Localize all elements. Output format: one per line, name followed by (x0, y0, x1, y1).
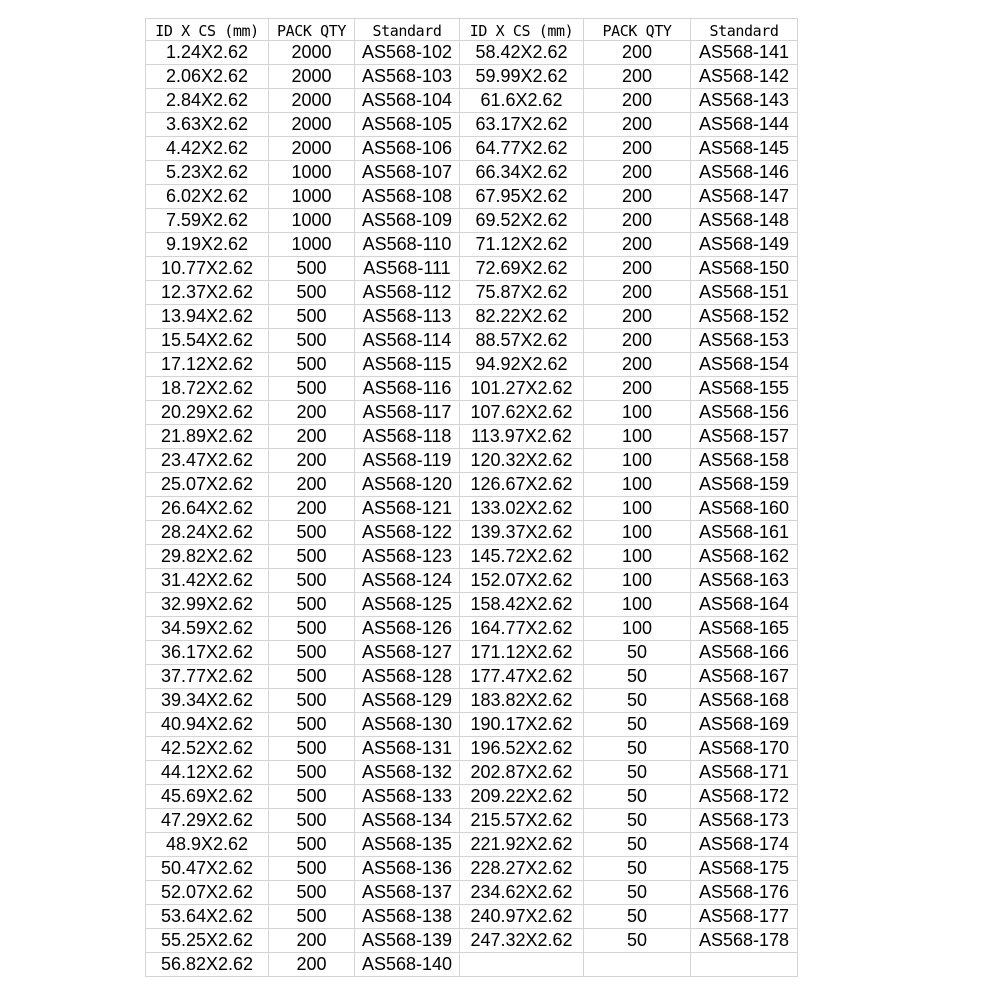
cell-standard-right: AS568-145 (691, 137, 798, 161)
cell-id-cs-left: 12.37X2.62 (146, 281, 269, 305)
cell-pack-qty-right: 50 (584, 905, 691, 929)
cell-standard-right: AS568-160 (691, 497, 798, 521)
cell-standard-left: AS568-133 (355, 785, 460, 809)
table-row (146, 185, 798, 209)
cell-standard-right: AS568-173 (691, 809, 798, 833)
cell-standard-right: AS568-151 (691, 281, 798, 305)
cell-standard-left: AS568-115 (355, 353, 460, 377)
cell-pack-qty-left: 200 (269, 497, 355, 521)
cell-standard-left: AS568-107 (355, 161, 460, 185)
cell-standard-left: AS568-130 (355, 713, 460, 737)
cell-id-cs-left: 3.63X2.62 (146, 113, 269, 137)
table-row (146, 353, 798, 377)
cell-standard-left: AS568-140 (355, 953, 460, 977)
cell-pack-qty-left: 1000 (269, 185, 355, 209)
table-row (146, 329, 798, 353)
cell-standard-left: AS568-118 (355, 425, 460, 449)
cell-pack-qty-left: 2000 (269, 89, 355, 113)
table-row (146, 713, 798, 737)
cell-pack-qty-right: 50 (584, 737, 691, 761)
table-row (146, 737, 798, 761)
table-row (146, 41, 798, 65)
cell-standard-right: AS568-178 (691, 929, 798, 953)
cell-id-cs-right: 88.57X2.62 (460, 329, 584, 353)
cell-id-cs-right: 75.87X2.62 (460, 281, 584, 305)
cell-standard-left: AS568-112 (355, 281, 460, 305)
cell-id-cs-left: 4.42X2.62 (146, 137, 269, 161)
cell-id-cs-left: 15.54X2.62 (146, 329, 269, 353)
cell-standard-left: AS568-110 (355, 233, 460, 257)
cell-standard-right: AS568-168 (691, 689, 798, 713)
cell-pack-qty-right: 50 (584, 785, 691, 809)
cell-id-cs-left: 53.64X2.62 (146, 905, 269, 929)
cell-id-cs-left: 10.77X2.62 (146, 257, 269, 281)
cell-standard-right: AS568-141 (691, 41, 798, 65)
cell-pack-qty-left: 200 (269, 401, 355, 425)
cell-id-cs-right: 61.6X2.62 (460, 89, 584, 113)
cell-pack-qty-left: 1000 (269, 233, 355, 257)
table-row (146, 833, 798, 857)
cell-pack-qty-right: 50 (584, 689, 691, 713)
cell-id-cs-left: 20.29X2.62 (146, 401, 269, 425)
table-row (146, 521, 798, 545)
cell-standard-right: AS568-143 (691, 89, 798, 113)
cell-pack-qty-right: 200 (584, 113, 691, 137)
cell-id-cs-left: 48.9X2.62 (146, 833, 269, 857)
cell-id-cs-right: 126.67X2.62 (460, 473, 584, 497)
header-standard-left: Standard (355, 19, 460, 41)
cell-pack-qty-left: 500 (269, 641, 355, 665)
cell-id-cs-left: 40.94X2.62 (146, 713, 269, 737)
cell-standard-left: AS568-119 (355, 449, 460, 473)
cell-standard-left: AS568-137 (355, 881, 460, 905)
cell-id-cs-left: 29.82X2.62 (146, 545, 269, 569)
cell-standard-right: AS568-169 (691, 713, 798, 737)
cell-pack-qty-left: 500 (269, 857, 355, 881)
cell-id-cs-right: 82.22X2.62 (460, 305, 584, 329)
cell-standard-left: AS568-136 (355, 857, 460, 881)
cell-pack-qty-right: 200 (584, 233, 691, 257)
cell-standard-left: AS568-105 (355, 113, 460, 137)
cell-pack-qty-right: 50 (584, 665, 691, 689)
cell-id-cs-right: 158.42X2.62 (460, 593, 584, 617)
cell-id-cs-left: 31.42X2.62 (146, 569, 269, 593)
cell-pack-qty-right: 100 (584, 401, 691, 425)
cell-pack-qty-right: 100 (584, 545, 691, 569)
cell-pack-qty-left: 200 (269, 425, 355, 449)
cell-id-cs-right: 63.17X2.62 (460, 113, 584, 137)
cell-id-cs-right: 64.77X2.62 (460, 137, 584, 161)
header-pack-qty-left: PACK QTY (269, 19, 355, 41)
cell-id-cs-left: 56.82X2.62 (146, 953, 269, 977)
cell-standard-right: AS568-174 (691, 833, 798, 857)
cell-pack-qty-right: 100 (584, 569, 691, 593)
table-row (146, 881, 798, 905)
cell-pack-qty-right: 200 (584, 257, 691, 281)
cell-pack-qty-right: 50 (584, 881, 691, 905)
cell-standard-right: AS568-175 (691, 857, 798, 881)
table-row (146, 89, 798, 113)
cell-standard-left: AS568-132 (355, 761, 460, 785)
cell-id-cs-left: 50.47X2.62 (146, 857, 269, 881)
cell-id-cs-right: 66.34X2.62 (460, 161, 584, 185)
cell-id-cs-right: 69.52X2.62 (460, 209, 584, 233)
cell-pack-qty-right: 200 (584, 41, 691, 65)
table-row (146, 617, 798, 641)
cell-standard-left: AS568-131 (355, 737, 460, 761)
cell-pack-qty-right: 200 (584, 281, 691, 305)
cell-id-cs-right: 247.32X2.62 (460, 929, 584, 953)
table-row (146, 953, 798, 977)
table-row (146, 569, 798, 593)
cell-id-cs-right: 71.12X2.62 (460, 233, 584, 257)
cell-pack-qty-left: 500 (269, 377, 355, 401)
cell-id-cs-right: 190.17X2.62 (460, 713, 584, 737)
cell-standard-left: AS568-123 (355, 545, 460, 569)
cell-standard-right: AS568-163 (691, 569, 798, 593)
cell-standard-right: AS568-146 (691, 161, 798, 185)
table-row (146, 449, 798, 473)
cell-id-cs-right: 67.95X2.62 (460, 185, 584, 209)
header-pack-qty-right: PACK QTY (584, 19, 691, 41)
table-row (146, 65, 798, 89)
cell-pack-qty-left: 500 (269, 833, 355, 857)
cell-pack-qty-left: 2000 (269, 41, 355, 65)
cell-id-cs-left: 1.24X2.62 (146, 41, 269, 65)
cell-id-cs-right: 171.12X2.62 (460, 641, 584, 665)
cell-standard-left: AS568-111 (355, 257, 460, 281)
cell-pack-qty-left: 500 (269, 881, 355, 905)
cell-id-cs-left: 32.99X2.62 (146, 593, 269, 617)
cell-pack-qty-right: 50 (584, 929, 691, 953)
cell-pack-qty-left: 200 (269, 929, 355, 953)
cell-standard-left: AS568-125 (355, 593, 460, 617)
cell-standard-right: AS568-164 (691, 593, 798, 617)
cell-standard-right: AS568-171 (691, 761, 798, 785)
cell-id-cs-right: 72.69X2.62 (460, 257, 584, 281)
cell-id-cs-left: 7.59X2.62 (146, 209, 269, 233)
cell-pack-qty-left: 500 (269, 665, 355, 689)
cell-pack-qty-left: 500 (269, 305, 355, 329)
cell-pack-qty-left: 500 (269, 257, 355, 281)
header-id-cs-right: ID X CS (mm) (460, 19, 584, 41)
cell-pack-qty-left: 500 (269, 593, 355, 617)
cell-pack-qty-right: 100 (584, 593, 691, 617)
cell-pack-qty-right: 50 (584, 761, 691, 785)
cell-standard-right: AS568-172 (691, 785, 798, 809)
table-row (146, 905, 798, 929)
cell-id-cs-right: 196.52X2.62 (460, 737, 584, 761)
cell-id-cs-left: 55.25X2.62 (146, 929, 269, 953)
cell-pack-qty-left: 2000 (269, 65, 355, 89)
header-row (146, 19, 798, 41)
cell-standard-left: AS568-113 (355, 305, 460, 329)
table-row (146, 161, 798, 185)
cell-standard-right: AS568-153 (691, 329, 798, 353)
cell-pack-qty-right: 50 (584, 809, 691, 833)
cell-standard-right: AS568-161 (691, 521, 798, 545)
cell-standard-right: AS568-154 (691, 353, 798, 377)
table-row (146, 281, 798, 305)
table-row (146, 857, 798, 881)
cell-id-cs-right: 94.92X2.62 (460, 353, 584, 377)
cell-id-cs-left: 28.24X2.62 (146, 521, 269, 545)
cell-id-cs-right: 133.02X2.62 (460, 497, 584, 521)
cell-pack-qty-left: 500 (269, 761, 355, 785)
cell-standard-left: AS568-127 (355, 641, 460, 665)
table-row (146, 401, 798, 425)
cell-standard-right: AS568-162 (691, 545, 798, 569)
cell-pack-qty-left: 500 (269, 809, 355, 833)
cell-id-cs-right: 209.22X2.62 (460, 785, 584, 809)
cell-id-cs-right: 139.37X2.62 (460, 521, 584, 545)
cell-pack-qty-left: 500 (269, 281, 355, 305)
cell-pack-qty-right: 100 (584, 473, 691, 497)
cell-id-cs-left: 13.94X2.62 (146, 305, 269, 329)
header-standard-right: Standard (691, 19, 798, 41)
cell-standard-right (691, 953, 798, 977)
cell-id-cs-right: 177.47X2.62 (460, 665, 584, 689)
cell-id-cs-right: 145.72X2.62 (460, 545, 584, 569)
cell-pack-qty-left: 500 (269, 617, 355, 641)
cell-standard-right: AS568-176 (691, 881, 798, 905)
cell-id-cs-right (460, 953, 584, 977)
cell-standard-right: AS568-156 (691, 401, 798, 425)
cell-id-cs-left: 44.12X2.62 (146, 761, 269, 785)
cell-id-cs-right: 164.77X2.62 (460, 617, 584, 641)
cell-pack-qty-left: 1000 (269, 161, 355, 185)
table-row (146, 113, 798, 137)
cell-id-cs-left: 25.07X2.62 (146, 473, 269, 497)
cell-pack-qty-left: 2000 (269, 113, 355, 137)
cell-id-cs-left: 39.34X2.62 (146, 689, 269, 713)
cell-id-cs-left: 26.64X2.62 (146, 497, 269, 521)
table-row (146, 641, 798, 665)
table-row (146, 545, 798, 569)
cell-standard-left: AS568-108 (355, 185, 460, 209)
cell-pack-qty-left: 500 (269, 785, 355, 809)
cell-standard-left: AS568-120 (355, 473, 460, 497)
cell-id-cs-left: 21.89X2.62 (146, 425, 269, 449)
cell-pack-qty-right: 200 (584, 377, 691, 401)
cell-pack-qty-left: 200 (269, 449, 355, 473)
cell-id-cs-left: 5.23X2.62 (146, 161, 269, 185)
cell-standard-right: AS568-158 (691, 449, 798, 473)
cell-standard-left: AS568-104 (355, 89, 460, 113)
cell-id-cs-left: 17.12X2.62 (146, 353, 269, 377)
cell-pack-qty-left: 500 (269, 521, 355, 545)
cell-pack-qty-left: 1000 (269, 209, 355, 233)
cell-pack-qty-left: 500 (269, 905, 355, 929)
cell-standard-right: AS568-157 (691, 425, 798, 449)
cell-standard-right: AS568-144 (691, 113, 798, 137)
cell-pack-qty-left: 200 (269, 473, 355, 497)
cell-pack-qty-right: 200 (584, 161, 691, 185)
cell-id-cs-right: 58.42X2.62 (460, 41, 584, 65)
cell-pack-qty-left: 500 (269, 737, 355, 761)
cell-standard-right: AS568-167 (691, 665, 798, 689)
cell-id-cs-left: 52.07X2.62 (146, 881, 269, 905)
cell-pack-qty-right: 100 (584, 449, 691, 473)
cell-id-cs-left: 2.84X2.62 (146, 89, 269, 113)
cell-pack-qty-left: 500 (269, 689, 355, 713)
cell-id-cs-right: 221.92X2.62 (460, 833, 584, 857)
cell-id-cs-right: 113.97X2.62 (460, 425, 584, 449)
cell-standard-left: AS568-135 (355, 833, 460, 857)
table-row (146, 929, 798, 953)
cell-pack-qty-right: 200 (584, 89, 691, 113)
cell-pack-qty-right: 100 (584, 521, 691, 545)
table-row (146, 497, 798, 521)
cell-standard-left: AS568-139 (355, 929, 460, 953)
cell-pack-qty-left: 500 (269, 329, 355, 353)
cell-pack-qty-right: 200 (584, 305, 691, 329)
cell-standard-left: AS568-103 (355, 65, 460, 89)
cell-pack-qty-right (584, 953, 691, 977)
table-row (146, 305, 798, 329)
cell-standard-left: AS568-114 (355, 329, 460, 353)
cell-standard-left: AS568-124 (355, 569, 460, 593)
cell-standard-left: AS568-122 (355, 521, 460, 545)
cell-standard-right: AS568-166 (691, 641, 798, 665)
cell-standard-left: AS568-106 (355, 137, 460, 161)
cell-standard-left: AS568-121 (355, 497, 460, 521)
cell-pack-qty-right: 200 (584, 329, 691, 353)
cell-pack-qty-left: 500 (269, 353, 355, 377)
cell-standard-left: AS568-126 (355, 617, 460, 641)
cell-id-cs-left: 23.47X2.62 (146, 449, 269, 473)
cell-id-cs-right: 107.62X2.62 (460, 401, 584, 425)
cell-id-cs-left: 36.17X2.62 (146, 641, 269, 665)
cell-id-cs-right: 59.99X2.62 (460, 65, 584, 89)
cell-id-cs-left: 34.59X2.62 (146, 617, 269, 641)
cell-pack-qty-right: 200 (584, 137, 691, 161)
cell-standard-right: AS568-170 (691, 737, 798, 761)
cell-pack-qty-left: 2000 (269, 137, 355, 161)
cell-standard-left: AS568-129 (355, 689, 460, 713)
cell-pack-qty-right: 200 (584, 209, 691, 233)
cell-standard-right: AS568-142 (691, 65, 798, 89)
cell-pack-qty-right: 100 (584, 497, 691, 521)
cell-standard-right: AS568-150 (691, 257, 798, 281)
cell-pack-qty-right: 50 (584, 641, 691, 665)
cell-standard-left: AS568-138 (355, 905, 460, 929)
cell-standard-left: AS568-134 (355, 809, 460, 833)
cell-pack-qty-left: 500 (269, 545, 355, 569)
table-row (146, 209, 798, 233)
table-row (146, 689, 798, 713)
cell-id-cs-left: 18.72X2.62 (146, 377, 269, 401)
cell-id-cs-right: 215.57X2.62 (460, 809, 584, 833)
table-row (146, 233, 798, 257)
table-row (146, 809, 798, 833)
cell-pack-qty-left: 500 (269, 713, 355, 737)
cell-pack-qty-right: 200 (584, 353, 691, 377)
cell-standard-right: AS568-177 (691, 905, 798, 929)
cell-id-cs-left: 42.52X2.62 (146, 737, 269, 761)
cell-standard-right: AS568-152 (691, 305, 798, 329)
cell-pack-qty-right: 200 (584, 65, 691, 89)
cell-standard-right: AS568-147 (691, 185, 798, 209)
cell-standard-left: AS568-117 (355, 401, 460, 425)
cell-standard-right: AS568-149 (691, 233, 798, 257)
cell-id-cs-right: 240.97X2.62 (460, 905, 584, 929)
cell-pack-qty-right: 50 (584, 833, 691, 857)
cell-pack-qty-right: 50 (584, 857, 691, 881)
cell-id-cs-left: 45.69X2.62 (146, 785, 269, 809)
cell-standard-left: AS568-109 (355, 209, 460, 233)
cell-id-cs-left: 37.77X2.62 (146, 665, 269, 689)
cell-id-cs-left: 47.29X2.62 (146, 809, 269, 833)
cell-pack-qty-right: 100 (584, 617, 691, 641)
oring-size-table (145, 18, 798, 977)
table-row (146, 473, 798, 497)
cell-pack-qty-right: 200 (584, 185, 691, 209)
cell-standard-left: AS568-116 (355, 377, 460, 401)
cell-pack-qty-left: 200 (269, 953, 355, 977)
table-row (146, 257, 798, 281)
table-row (146, 377, 798, 401)
table-row (146, 593, 798, 617)
cell-standard-left: AS568-128 (355, 665, 460, 689)
table-row (146, 665, 798, 689)
cell-id-cs-right: 234.62X2.62 (460, 881, 584, 905)
cell-id-cs-right: 152.07X2.62 (460, 569, 584, 593)
table-row (146, 137, 798, 161)
cell-standard-left: AS568-102 (355, 41, 460, 65)
table-row (146, 785, 798, 809)
cell-id-cs-left: 2.06X2.62 (146, 65, 269, 89)
table-row (146, 425, 798, 449)
cell-pack-qty-left: 500 (269, 569, 355, 593)
cell-id-cs-right: 228.27X2.62 (460, 857, 584, 881)
cell-id-cs-left: 6.02X2.62 (146, 185, 269, 209)
cell-standard-right: AS568-159 (691, 473, 798, 497)
cell-id-cs-right: 101.27X2.62 (460, 377, 584, 401)
cell-id-cs-right: 202.87X2.62 (460, 761, 584, 785)
cell-standard-right: AS568-155 (691, 377, 798, 401)
cell-id-cs-right: 120.32X2.62 (460, 449, 584, 473)
cell-id-cs-left: 9.19X2.62 (146, 233, 269, 257)
cell-standard-right: AS568-148 (691, 209, 798, 233)
header-id-cs-left: ID X CS (mm) (146, 19, 269, 41)
table-row (146, 761, 798, 785)
cell-pack-qty-right: 50 (584, 713, 691, 737)
cell-pack-qty-right: 100 (584, 425, 691, 449)
cell-id-cs-right: 183.82X2.62 (460, 689, 584, 713)
cell-standard-right: AS568-165 (691, 617, 798, 641)
